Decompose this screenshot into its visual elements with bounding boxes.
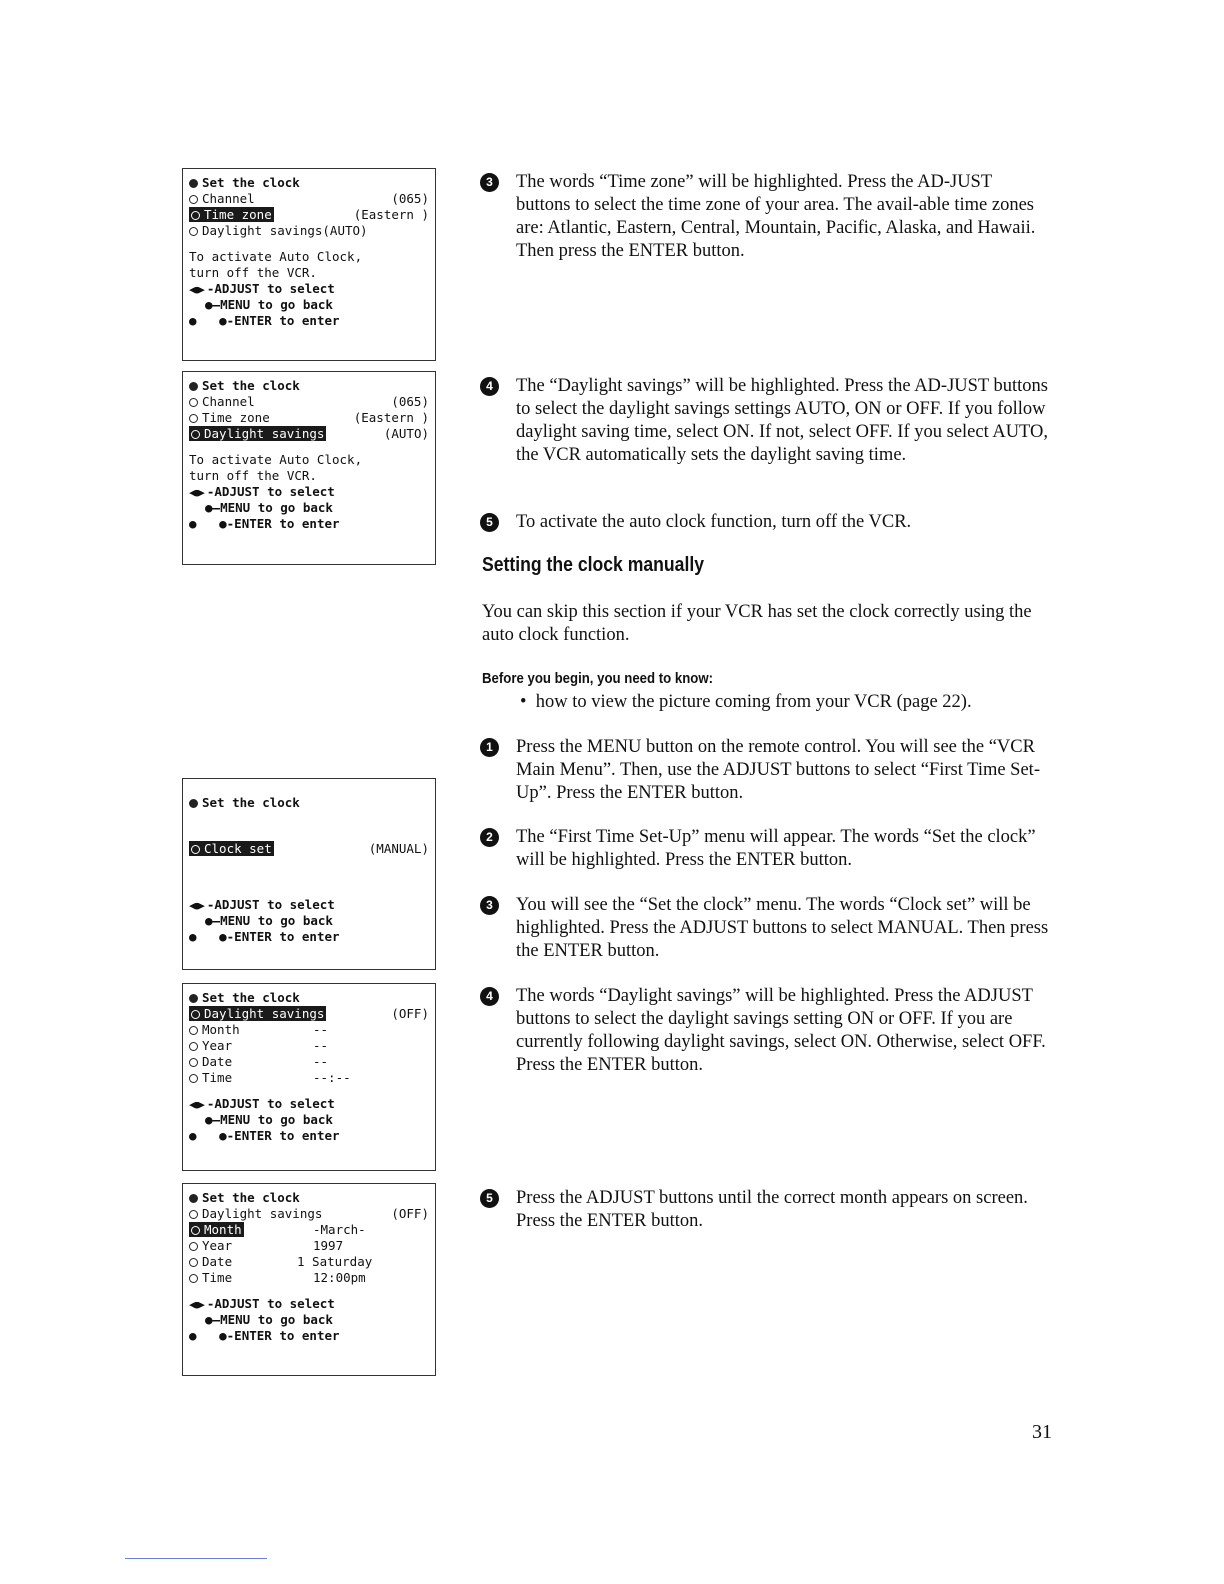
osd-note: To activate Auto Clock, xyxy=(189,249,363,264)
enter-key-icon: ● ● xyxy=(189,1128,227,1143)
osd-row: Year 1997 xyxy=(189,1238,431,1254)
osd-row: Time --:-- xyxy=(189,1070,431,1086)
step-number-icon: 1 xyxy=(480,738,499,757)
step-number-icon: 3 xyxy=(480,173,499,192)
manual-step: 4 The words “Daylight savings” will be highlighted. Press the ADJUST buttons to select the daylight savings setting ON or OFF. If you are currently following daylight savings, select ON. Otherwise, select OFF. Press the ENTER button. xyxy=(480,985,1050,1077)
bullet-dot-icon: • xyxy=(520,692,536,712)
bullet-icon xyxy=(189,414,198,423)
osd-title: Set the clock xyxy=(202,378,300,393)
bullet-icon xyxy=(189,398,198,407)
intro-paragraph: You can skip this section if your VCR has set the clock correctly using the auto clock function. xyxy=(482,602,1032,645)
osd-row: Channel (065) xyxy=(189,394,431,410)
enter-key-icon: ● ● xyxy=(189,313,227,328)
manual-step: 3 You will see the “Set the clock” menu. The words “Clock set” will be highlighted. Press the ADJUST buttons to select MANUAL. Then press the ENTER button. xyxy=(480,894,1050,963)
osd-row: Time zone (Eastern ) xyxy=(189,410,431,426)
menu-key-icon: ●— xyxy=(205,500,221,515)
footer-rule xyxy=(125,1558,267,1559)
osd-panel-clock-set: Set the clock Clock set (MANUAL) ◀●▶ -ADJUST to select ●—MENU to go back ● ●-ENTER to enter xyxy=(182,778,436,970)
bullet-icon xyxy=(189,195,198,204)
enter-key-icon: ● ● xyxy=(189,516,227,531)
auto-step: 5 To activate the auto clock function, turn off the VCR. xyxy=(480,511,1050,534)
osd-title: Set the clock xyxy=(202,1190,300,1205)
osd-note: turn off the VCR. xyxy=(189,468,317,483)
osd-note: turn off the VCR. xyxy=(189,265,317,280)
bullet-icon xyxy=(189,1026,198,1035)
bullet-icon xyxy=(189,1042,198,1051)
bullet-icon xyxy=(189,179,198,188)
osd-row: Date -- xyxy=(189,1054,431,1070)
menu-key-icon: ●— xyxy=(205,1312,221,1327)
osd-row: Channel (065) xyxy=(189,191,431,207)
manual-step: 5 Press the ADJUST buttons until the correct month appears on screen. Press the ENTER button. xyxy=(480,1187,1050,1233)
bullet-icon xyxy=(189,1058,198,1067)
osd-row: Time 12:00pm xyxy=(189,1270,431,1286)
osd-panel-daylight-auto: Set the clock Channel (065) Time zone (Eastern ) Daylight savings (AUTO) To activate Auto Clock, turn off the VCR. ◀●▶ -ADJUST to select ●—MENU to go back ● ●-ENTER to enter xyxy=(182,371,436,565)
osd-row: Date 1 Saturday xyxy=(189,1254,431,1270)
osd-row-highlighted: Month -March- xyxy=(189,1222,431,1238)
bullet-icon xyxy=(189,227,198,236)
bullet-icon xyxy=(189,1210,198,1219)
adjust-arrows-icon: ◀●▶ xyxy=(189,1098,203,1111)
bullet-icon xyxy=(191,845,200,854)
osd-row: Daylight savings (OFF) xyxy=(189,1206,431,1222)
bullet-icon xyxy=(189,994,198,1003)
manual-step: 1 Press the MENU button on the remote control. You will see the “VCR Main Menu”. Then, use the ADJUST buttons to select “First Time Set-Up”. Press the ENTER button. xyxy=(480,736,1050,805)
bullet-icon xyxy=(189,799,198,808)
osd-title: Set the clock xyxy=(202,990,300,1005)
osd-row: Month -- xyxy=(189,1022,431,1038)
step-number-icon: 2 xyxy=(480,828,499,847)
adjust-arrows-icon: ◀●▶ xyxy=(189,283,203,296)
bullet-icon xyxy=(191,211,200,220)
step-number-icon: 5 xyxy=(480,513,499,532)
step-number-icon: 5 xyxy=(480,1189,499,1208)
auto-step: 3 The words “Time zone” will be highlighted. Press the AD-JUST buttons to select the time zone of your area. The avail-able time zones are: Atlantic, Eastern, Central, Mountain, Pacific, Alaska, and Hawaii. Then press the ENTER button. xyxy=(480,171,1050,263)
manual-step: 2 The “First Time Set-Up” menu will appear. The words “Set the clock” will be highlighted. Press the ENTER button. xyxy=(480,826,1050,872)
step-number-icon: 4 xyxy=(480,987,499,1006)
osd-row: Daylight savings(AUTO) xyxy=(189,223,431,239)
osd-title: Set the clock xyxy=(202,795,300,810)
bullet-icon xyxy=(191,1010,200,1019)
bullet-icon xyxy=(191,1226,200,1235)
bullet-icon xyxy=(189,1274,198,1283)
bullet-icon xyxy=(189,382,198,391)
adjust-arrows-icon: ◀●▶ xyxy=(189,899,203,912)
menu-key-icon: ●— xyxy=(205,1112,221,1127)
before-heading: Before you begin, you need to know: xyxy=(482,670,714,687)
step-number-icon: 3 xyxy=(480,896,499,915)
bullet-icon xyxy=(189,1242,198,1251)
osd-panel-month: Set the clock Daylight savings (OFF) Month -March- Year 1997 Date 1 Saturday Time 12:00pm ◀●▶ -ADJUST to select ●—MENU to go back ● ●-ENTER to enter xyxy=(182,1183,436,1376)
bullet-icon xyxy=(189,1258,198,1267)
osd-note: To activate Auto Clock, xyxy=(189,452,363,467)
menu-key-icon: ●— xyxy=(205,913,221,928)
osd-row-highlighted: Daylight savings (OFF) xyxy=(189,1006,431,1022)
enter-key-icon: ● ● xyxy=(189,1328,227,1343)
osd-row-highlighted: Time zone (Eastern ) xyxy=(189,207,431,223)
menu-key-icon: ●— xyxy=(205,297,221,312)
osd-row-highlighted: Clock set (MANUAL) xyxy=(189,841,431,857)
enter-key-icon: ● ● xyxy=(189,929,227,944)
osd-row: Year -- xyxy=(189,1038,431,1054)
section-heading: Setting the clock manually xyxy=(482,554,705,576)
adjust-arrows-icon: ◀●▶ xyxy=(189,486,203,499)
page-number: 31 xyxy=(1032,1421,1052,1443)
bullet-icon xyxy=(189,1074,198,1083)
before-item: • how to view the picture coming from your VCR (page 22). xyxy=(520,692,972,712)
step-number-icon: 4 xyxy=(480,377,499,396)
auto-step: 4 The “Daylight savings” will be highlighted. Press the AD-JUST buttons to select the daylight savings settings AUTO, ON or OFF. If you follow daylight saving time, select ON. If not, select OFF. If you select AUTO, the VCR automatically sets the daylight saving time. xyxy=(480,375,1050,467)
bullet-icon xyxy=(191,430,200,439)
osd-title: Set the clock xyxy=(202,175,300,190)
osd-panel-time-zone: Set the clock Channel (065) Time zone (Eastern ) Daylight savings(AUTO) To activate Auto Clock, turn off the VCR. ◀●▶ -ADJUST to select ●—MENU to go back ● ●-ENTER to enter xyxy=(182,168,436,361)
osd-row-highlighted: Daylight savings (AUTO) xyxy=(189,426,431,442)
adjust-arrows-icon: ◀●▶ xyxy=(189,1298,203,1311)
osd-panel-daylight-manual: Set the clock Daylight savings (OFF) Month -- Year -- Date -- Time --:-- ◀●▶ -ADJUST to select ●—MENU to go back ● ●-ENTER to enter xyxy=(182,983,436,1171)
bullet-icon xyxy=(189,1194,198,1203)
